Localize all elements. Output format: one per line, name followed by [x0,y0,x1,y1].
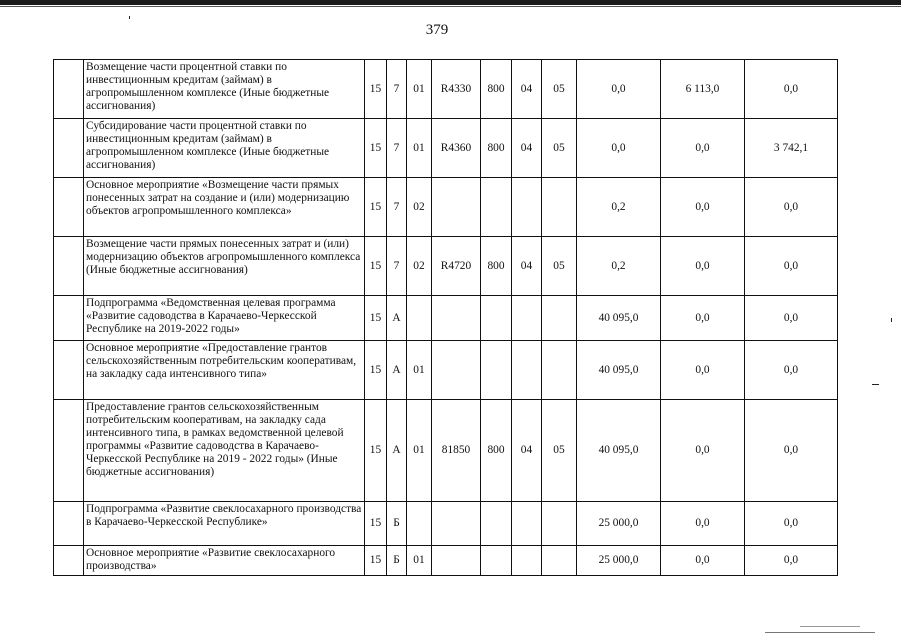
scan-speck [129,16,130,19]
code-subsection-cell: 05 [542,400,577,502]
budget-table-body [54,60,838,576]
code-section-cell [512,502,542,546]
amount-year2-cell: 0,0 [661,119,745,178]
page-top-border [0,0,901,5]
amount-year2-cell: 0,0 [661,237,745,296]
code-program-cell: 7 [387,178,407,237]
code-direction-cell [432,296,481,341]
code-subsection-cell [542,341,577,400]
table-row [54,237,838,296]
amount-year3-cell: 0,0 [745,178,838,237]
amount-year3-cell: 0,0 [745,237,838,296]
amount-year1-cell: 0,0 [577,119,661,178]
table-row [54,546,838,576]
row-blank-cell [54,237,84,296]
code-program-cell: А [387,341,407,400]
item-name-cell: Субсидирование части процентной ставки по инвестиционным кредитам (займам) в агропромышленном комплексе (Иные бюджетные ассигнования) [84,119,365,178]
amount-year2-cell: 0,0 [661,400,745,502]
scan-line [800,626,860,627]
amount-year3-cell: 0,0 [745,400,838,502]
code-program-cell: 7 [387,119,407,178]
scan-line [765,632,875,633]
amount-year2-cell: 0,0 [661,178,745,237]
code-event-cell: 01 [407,400,432,502]
code-expense-type-cell: 800 [481,400,512,502]
item-name-cell: Основное мероприятие «Развитие свеклосахарного производства» [84,546,365,576]
code-expense-type-cell: 800 [481,237,512,296]
page-number: 379 [425,22,449,38]
code-event-cell [407,296,432,341]
code-event-cell: 01 [407,60,432,119]
table-row [54,296,838,341]
code-ministry-cell: 15 [365,237,387,296]
amount-year3-cell: 0,0 [745,341,838,400]
amount-year3-cell: 0,0 [745,546,838,576]
code-program-cell: Б [387,546,407,576]
code-ministry-cell: 15 [365,178,387,237]
amount-year2-cell: 6 113,0 [661,60,745,119]
item-name-cell: Основное мероприятие «Возмещение части прямых понесенных затрат на создание и (или) модернизацию объектов агропромышленного комплекса» [84,178,365,237]
row-blank-cell [54,296,84,341]
row-blank-cell [54,341,84,400]
code-event-cell: 01 [407,119,432,178]
amount-year3-cell: 0,0 [745,296,838,341]
code-subsection-cell [542,178,577,237]
code-section-cell: 04 [512,400,542,502]
amount-year1-cell: 25 000,0 [577,502,661,546]
code-program-cell: А [387,400,407,502]
budget-table [53,59,838,576]
code-expense-type-cell [481,546,512,576]
amount-year2-cell: 0,0 [661,296,745,341]
table-row [54,341,838,400]
amount-year2-cell: 0,0 [661,341,745,400]
amount-year2-cell: 0,0 [661,502,745,546]
code-program-cell: 7 [387,237,407,296]
code-event-cell: 01 [407,546,432,576]
code-expense-type-cell: 800 [481,119,512,178]
code-subsection-cell: 05 [542,60,577,119]
code-program-cell: 7 [387,60,407,119]
amount-year3-cell: 0,0 [745,502,838,546]
code-program-cell: Б [387,502,407,546]
code-ministry-cell: 15 [365,60,387,119]
amount-year3-cell: 3 742,1 [745,119,838,178]
page-top-border-thin [0,6,901,7]
code-direction-cell [432,341,481,400]
amount-year3-cell: 0,0 [745,60,838,119]
amount-year1-cell: 40 095,0 [577,400,661,502]
table-row [54,502,838,546]
code-direction-cell [432,178,481,237]
item-name-cell: Подпрограмма «Ведомственная целевая программа «Развитие садоводства в Карачаево-Черкесской Республике на 2019-2022 годы» [84,296,365,341]
code-subsection-cell: 05 [542,119,577,178]
code-direction-cell: 81850 [432,400,481,502]
code-expense-type-cell [481,341,512,400]
code-direction-cell: R4330 [432,60,481,119]
code-event-cell: 02 [407,237,432,296]
item-name-cell: Основное мероприятие «Предоставление грантов сельскохозяйственным потребительским кооперативам, на закладку сада интенсивного типа» [84,341,365,400]
code-direction-cell: R4720 [432,237,481,296]
code-section-cell [512,546,542,576]
code-event-cell [407,502,432,546]
code-direction-cell: R4360 [432,119,481,178]
scan-speck [872,384,879,385]
amount-year1-cell: 0,2 [577,178,661,237]
code-event-cell: 02 [407,178,432,237]
code-ministry-cell: 15 [365,400,387,502]
amount-year1-cell: 0,2 [577,237,661,296]
table-row [54,178,838,237]
code-section-cell [512,341,542,400]
item-name-cell: Возмещение части прямых понесенных затрат и (или) модернизацию объектов агропромышленного комплекса (Иные бюджетные ассигнования) [84,237,365,296]
code-ministry-cell: 15 [365,119,387,178]
amount-year1-cell: 40 095,0 [577,341,661,400]
code-expense-type-cell: 800 [481,60,512,119]
row-blank-cell [54,502,84,546]
code-event-cell: 01 [407,341,432,400]
code-section-cell [512,178,542,237]
row-blank-cell [54,178,84,237]
code-section-cell: 04 [512,119,542,178]
code-subsection-cell [542,546,577,576]
code-subsection-cell [542,296,577,341]
code-ministry-cell: 15 [365,502,387,546]
row-blank-cell [54,60,84,119]
code-ministry-cell: 15 [365,341,387,400]
code-expense-type-cell [481,502,512,546]
row-blank-cell [54,400,84,502]
code-expense-type-cell [481,178,512,237]
table-row [54,60,838,119]
code-ministry-cell: 15 [365,296,387,341]
amount-year1-cell: 40 095,0 [577,296,661,341]
item-name-cell: Возмещение части процентной ставки по инвестиционным кредитам (займам) в агропромышленном комплексе (Иные бюджетные ассигнования) [84,60,365,119]
table-row [54,400,838,502]
code-expense-type-cell [481,296,512,341]
code-direction-cell [432,502,481,546]
amount-year1-cell: 25 000,0 [577,546,661,576]
scan-speck [891,318,892,322]
row-blank-cell [54,119,84,178]
code-direction-cell [432,546,481,576]
table-row [54,119,838,178]
code-subsection-cell: 05 [542,237,577,296]
amount-year1-cell: 0,0 [577,60,661,119]
item-name-cell: Подпрограмма «Развитие свеклосахарного производства в Карачаево-Черкесской Республике» [84,502,365,546]
code-section-cell [512,296,542,341]
amount-year2-cell: 0,0 [661,546,745,576]
row-blank-cell [54,546,84,576]
code-section-cell: 04 [512,237,542,296]
code-section-cell: 04 [512,60,542,119]
code-program-cell: А [387,296,407,341]
code-subsection-cell [542,502,577,546]
item-name-cell: Предоставление грантов сельскохозяйственным потребительским кооперативам, на закладку сада интенсивного типа, в рамках ведомственной целевой программы «Развитие садоводства в Карачаево-Черкесской Республике на 2019 - 2022 годы» (Иные бюджетные ассигнования) [84,400,365,502]
code-ministry-cell: 15 [365,546,387,576]
